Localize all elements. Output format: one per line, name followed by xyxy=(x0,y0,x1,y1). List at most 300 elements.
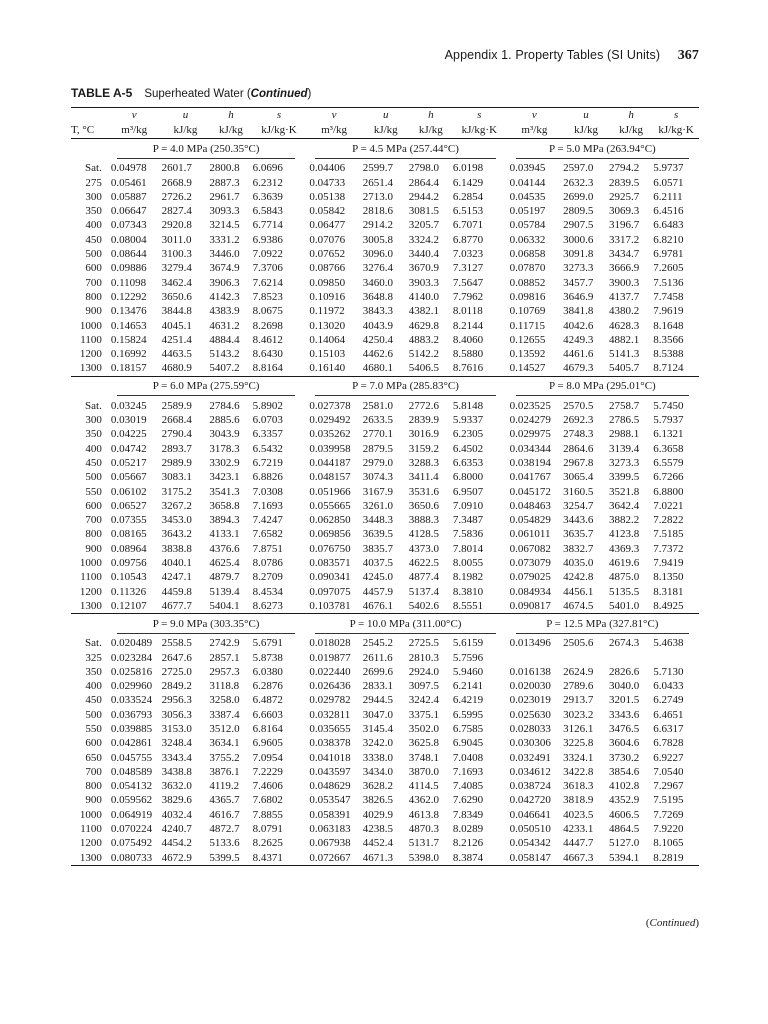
property-value-cell: 3016.9 xyxy=(408,428,439,441)
property-value-cell: 0.08852 xyxy=(509,276,546,289)
property-value-cell: 4619.6 xyxy=(609,557,640,570)
property-value-cell: 0.09756 xyxy=(110,557,147,570)
property-value-cell: 8.5388 xyxy=(653,348,684,361)
property-value-cell: 0.06647 xyxy=(110,205,147,218)
property-value-cell: 0.06102 xyxy=(110,485,147,498)
table-row xyxy=(71,456,699,470)
property-value-cell: 4463.5 xyxy=(161,348,192,361)
property-value-cell: 6.6353 xyxy=(452,456,484,469)
property-value-cell: 3650.6 xyxy=(161,290,192,303)
pressure-title-row xyxy=(71,614,699,637)
property-value-cell: 3422.8 xyxy=(563,765,594,778)
property-value-cell: 8.1648 xyxy=(653,319,684,332)
property-value-cell: 7.2605 xyxy=(653,262,684,275)
pressure-heading: P = 7.0 MPa (285.83°C) xyxy=(315,379,495,396)
property-value-cell: 0.039958 xyxy=(309,442,351,455)
col-symbol-v: v xyxy=(531,109,537,121)
property-value-cell: 5133.6 xyxy=(209,837,240,850)
property-value-cell: 0.11098 xyxy=(110,276,147,289)
property-value-cell: 3462.4 xyxy=(161,276,192,289)
property-value-cell: 3635.7 xyxy=(563,528,594,541)
property-value-cell: 0.05461 xyxy=(110,176,147,189)
property-value-cell: 2885.6 xyxy=(209,414,240,427)
property-value-cell: 0.05667 xyxy=(110,471,147,484)
property-value-cell: 4233.1 xyxy=(563,823,594,836)
property-value-cell: 4369.3 xyxy=(609,542,640,555)
property-value-cell: 2989.9 xyxy=(161,456,192,469)
property-value-cell: 8.0786 xyxy=(252,557,283,570)
property-value-cell: 0.075492 xyxy=(110,837,153,850)
temperature-cell: 500 xyxy=(85,248,102,261)
property-value-cell: 2800.8 xyxy=(209,162,240,175)
table-row xyxy=(71,319,699,333)
property-value-cell: 0.067082 xyxy=(509,542,551,555)
property-value-cell: 3448.3 xyxy=(362,514,394,527)
property-value-cell: 2944.5 xyxy=(362,694,394,707)
property-value-cell: 7.4085 xyxy=(452,780,484,793)
property-value-cell: 0.04406 xyxy=(309,162,346,175)
property-value-cell: 2742.9 xyxy=(209,637,240,650)
property-value-cell: 6.6603 xyxy=(252,708,283,721)
temperature-cell: 275 xyxy=(85,176,102,189)
property-value-cell: 0.04535 xyxy=(509,190,546,203)
property-value-cell: 4882.1 xyxy=(609,333,640,346)
property-value-cell: 0.045172 xyxy=(509,485,551,498)
pressure-heading: P = 9.0 MPa (303.35°C) xyxy=(117,617,296,634)
property-value-cell: 3521.8 xyxy=(609,485,640,498)
pressure-heading: P = 5.0 MPa (263.94°C) xyxy=(516,142,689,159)
property-value-cell: 0.026436 xyxy=(309,680,351,693)
property-value-cell: 6.9781 xyxy=(653,248,684,261)
property-value-cell: 2849.2 xyxy=(161,680,192,693)
property-value-cell: 8.3566 xyxy=(653,333,684,346)
col-unit: kJ/kg xyxy=(418,124,443,137)
property-value-cell: 4622.5 xyxy=(408,557,439,570)
property-value-cell: 6.0380 xyxy=(252,665,283,678)
property-value-cell: 4671.3 xyxy=(363,851,409,866)
continued-text: Continued xyxy=(649,917,696,929)
property-value-cell: 6.0571 xyxy=(653,176,684,189)
property-value-cell: 3411.4 xyxy=(408,471,439,484)
property-value-cell: 2748.3 xyxy=(563,428,594,441)
table-row xyxy=(71,304,699,318)
col-symbol-s: s xyxy=(477,109,482,121)
property-value-cell: 0.12292 xyxy=(110,290,147,303)
property-value-cell: 8.0118 xyxy=(452,305,483,318)
property-value-cell: 2725.5 xyxy=(408,637,439,650)
property-value-cell: 4102.8 xyxy=(609,780,640,793)
property-value-cell: 0.097075 xyxy=(309,585,351,598)
property-value-cell: 8.3874 xyxy=(453,851,506,866)
property-value-cell: 7.5136 xyxy=(653,276,684,289)
property-value-cell: 0.023019 xyxy=(509,694,551,707)
property-value-cell: 7.5836 xyxy=(452,528,484,541)
property-value-cell: 4872.7 xyxy=(209,823,240,836)
property-value-cell: 3093.3 xyxy=(209,205,240,218)
property-value-cell: 3625.8 xyxy=(408,737,439,750)
property-value-cell: 3375.1 xyxy=(408,708,439,721)
property-value-cell: 0.090341 xyxy=(309,571,351,584)
property-value-cell: 2545.2 xyxy=(362,637,394,650)
property-value-cell: 3074.3 xyxy=(362,471,394,484)
property-value-cell: 0.08766 xyxy=(309,262,346,275)
property-value-cell: 0.029975 xyxy=(509,428,551,441)
property-value-cell: 0.041018 xyxy=(309,751,351,764)
property-value-cell: 3841.8 xyxy=(563,305,594,318)
property-value-cell: 0.18157 xyxy=(107,361,162,376)
property-value-cell: 6.9386 xyxy=(252,233,283,246)
property-value-cell: 0.11972 xyxy=(309,305,345,318)
property-value-cell: 6.8000 xyxy=(452,471,484,484)
property-value-cell: 3205.7 xyxy=(408,219,439,232)
property-value-cell: 0.14527 xyxy=(506,361,563,376)
property-value-cell: 3324.2 xyxy=(408,233,439,246)
temperature-cell: 1200 xyxy=(79,837,102,850)
temperature-cell: 350 xyxy=(85,205,102,218)
property-value-cell: 3666.9 xyxy=(609,262,640,275)
property-value-cell: 2570.5 xyxy=(563,399,594,412)
property-value-cell: 7.6582 xyxy=(252,528,283,541)
table-row xyxy=(71,808,699,822)
property-value-cell: 0.05887 xyxy=(110,190,147,203)
property-value-cell: 3512.0 xyxy=(209,722,240,735)
property-value-cell: 6.2111 xyxy=(653,190,683,203)
property-value-cell: 3829.6 xyxy=(161,794,192,807)
property-value-cell: 4606.5 xyxy=(609,808,640,821)
property-value-cell: 0.016138 xyxy=(509,665,551,678)
property-value-cell: 0.06332 xyxy=(509,233,546,246)
property-value-cell: 2893.7 xyxy=(161,442,192,455)
column-header xyxy=(71,108,699,139)
property-value-cell: 2725.0 xyxy=(161,665,192,678)
temperature-cell: 300 xyxy=(85,190,102,203)
property-value-cell: 3643.2 xyxy=(161,528,192,541)
property-value-cell: 4249.3 xyxy=(563,333,594,346)
temperature-cell: 400 xyxy=(85,680,102,693)
property-value-cell: 2839.9 xyxy=(408,414,439,427)
property-value-cell: 0.020489 xyxy=(110,637,153,650)
property-value-cell xyxy=(506,651,563,665)
property-value-cell: 2624.9 xyxy=(563,665,594,678)
property-value-cell: 2864.6 xyxy=(563,442,594,455)
property-value-cell: 4380.2 xyxy=(609,305,640,318)
property-value-cell: 8.1982 xyxy=(452,571,484,584)
property-value-cell: 8.7124 xyxy=(653,361,699,376)
property-value-cell: 6.8164 xyxy=(252,722,283,735)
temperature-cell: 450 xyxy=(85,233,102,246)
col-symbol-v: v xyxy=(131,109,137,121)
property-value-cell: 4250.4 xyxy=(362,333,394,346)
property-value-cell: 2558.5 xyxy=(161,637,192,650)
table-row xyxy=(71,361,699,376)
property-value-cell: 4382.1 xyxy=(408,305,439,318)
property-value-cell: 0.038194 xyxy=(509,456,551,469)
property-value-cell: 2786.5 xyxy=(609,414,640,427)
property-value-cell: 3267.2 xyxy=(161,499,192,512)
property-value-cell: 3399.5 xyxy=(609,471,640,484)
property-value-cell: 0.058391 xyxy=(309,808,351,821)
property-value-cell: 3258.0 xyxy=(209,694,240,707)
property-value-cell: 6.4502 xyxy=(452,442,484,455)
property-value-cell: 3843.3 xyxy=(362,305,394,318)
property-value-cell: 2692.3 xyxy=(563,414,594,427)
property-value-cell: 7.4247 xyxy=(252,514,283,527)
property-value-cell: 8.1065 xyxy=(653,837,684,850)
property-value-cell: 6.5579 xyxy=(653,456,684,469)
property-value-cell: 3453.0 xyxy=(161,514,192,527)
property-value-cell: 6.9507 xyxy=(452,485,484,498)
property-value-cell: 8.5880 xyxy=(452,348,484,361)
property-value-cell: 0.050510 xyxy=(509,823,551,836)
property-value-cell: 0.035655 xyxy=(309,722,351,735)
table-row xyxy=(71,427,699,441)
property-value-cell: 0.042720 xyxy=(509,794,551,807)
property-value-cell: 2589.9 xyxy=(161,399,192,412)
property-value-cell: 3126.1 xyxy=(563,722,594,735)
property-value-cell: 0.048463 xyxy=(509,499,551,512)
table-row xyxy=(71,636,699,650)
property-value-cell: 4242.8 xyxy=(563,571,594,584)
property-value-cell: 4245.0 xyxy=(362,571,394,584)
temperature-cell: 400 xyxy=(85,442,102,455)
property-value-cell: 0.14653 xyxy=(110,319,147,332)
property-value-cell: 0.076750 xyxy=(309,542,351,555)
temperature-cell: 550 xyxy=(85,722,102,735)
property-value-cell: 4613.8 xyxy=(408,808,439,821)
property-value-cell: 3628.2 xyxy=(362,780,394,793)
property-value-cell: 4247.1 xyxy=(161,571,192,584)
temperature-cell: 400 xyxy=(85,219,102,232)
property-value-cell: 2826.6 xyxy=(609,665,640,678)
property-value-cell: 0.067938 xyxy=(309,837,351,850)
property-value-cell: 0.033524 xyxy=(110,694,153,707)
property-value-cell: 3440.4 xyxy=(408,248,439,261)
property-value-cell: 0.04144 xyxy=(509,176,546,189)
property-value-cell: 4462.6 xyxy=(362,348,394,361)
property-value-cell: 3618.3 xyxy=(563,780,594,793)
property-value-cell: 6.8770 xyxy=(452,233,484,246)
property-value-cell: 4629.8 xyxy=(408,319,439,332)
property-value-cell: 4616.7 xyxy=(209,808,240,821)
property-value-cell: 8.2698 xyxy=(252,319,283,332)
property-value-cell: 0.06858 xyxy=(509,248,546,261)
property-value-cell: 2944.2 xyxy=(408,190,439,203)
property-value-cell: 4676.1 xyxy=(363,599,409,614)
property-value-cell: 4035.0 xyxy=(563,557,594,570)
property-value-cell: 0.038724 xyxy=(509,780,551,793)
property-value-cell: 2798.0 xyxy=(408,162,439,175)
temperature-cell: 300 xyxy=(85,414,102,427)
table-row xyxy=(71,233,699,247)
property-value-cell: 8.4371 xyxy=(253,851,306,866)
property-value-cell: 6.9605 xyxy=(252,737,283,750)
property-value-cell: 2925.7 xyxy=(609,190,640,203)
temperature-cell: 500 xyxy=(85,471,102,484)
temperature-cell: 1200 xyxy=(79,348,102,361)
property-value-cell: 4251.4 xyxy=(161,333,192,346)
property-value-cell: 0.018028 xyxy=(309,637,351,650)
table-row xyxy=(71,527,699,541)
property-value-cell: 8.7616 xyxy=(453,361,506,376)
property-value-cell: 8.4925 xyxy=(653,599,699,614)
property-value-cell: 6.2749 xyxy=(653,694,684,707)
temperature-cell: 700 xyxy=(85,765,102,778)
property-value-cell: 7.8349 xyxy=(452,808,484,821)
col-unit: kJ/kg xyxy=(219,124,243,137)
property-value-cell: 2920.8 xyxy=(161,219,192,232)
property-value-cell: 0.07870 xyxy=(509,262,546,275)
property-value-cell: 0.025816 xyxy=(110,665,153,678)
property-value-cell: 0.041767 xyxy=(509,471,551,484)
property-value-cell: 2633.5 xyxy=(362,414,394,427)
property-value-cell: 4140.0 xyxy=(408,290,439,303)
property-value-cell: 5398.0 xyxy=(409,851,453,866)
table-row xyxy=(71,499,699,513)
property-value-cell: 0.046641 xyxy=(509,808,551,821)
property-value-cell: 4123.8 xyxy=(609,528,640,541)
property-value-cell: 0.13592 xyxy=(509,348,546,361)
property-value-cell: 0.07343 xyxy=(110,219,147,232)
property-value-cell: 0.036793 xyxy=(110,708,153,721)
property-value-cell: 4029.9 xyxy=(362,808,394,821)
table-row xyxy=(71,204,699,218)
property-value-cell: 6.5843 xyxy=(252,205,283,218)
property-value-cell: 8.0055 xyxy=(452,557,484,570)
property-value-cell: 4383.9 xyxy=(209,305,240,318)
property-value-cell: 0.054132 xyxy=(110,780,153,793)
property-value-cell: 3854.6 xyxy=(609,765,640,778)
property-value-cell: 7.2822 xyxy=(653,514,684,527)
property-value-cell: 0.023525 xyxy=(509,399,551,412)
property-value-cell: 8.0675 xyxy=(252,305,283,318)
property-value-cell: 0.08165 xyxy=(110,528,147,541)
property-value-cell: 4631.2 xyxy=(209,319,240,332)
property-value-cell: 6.0433 xyxy=(653,680,684,693)
property-value-cell: 0.10916 xyxy=(309,290,346,303)
property-value-cell: 4040.1 xyxy=(161,557,192,570)
property-value-cell: 2839.5 xyxy=(609,176,640,189)
table-row xyxy=(71,161,699,175)
table-row xyxy=(71,542,699,556)
col-unit: kJ/kg·K xyxy=(461,124,498,137)
property-value-cell: 3343.4 xyxy=(161,751,192,764)
property-value-cell: 6.0198 xyxy=(452,162,484,175)
property-value-cell: 0.16992 xyxy=(110,348,147,361)
temperature-cell: 600 xyxy=(85,737,102,750)
property-value-cell: 3261.0 xyxy=(362,499,394,512)
pressure-heading: P = 10.0 MPa (311.00°C) xyxy=(315,617,495,634)
property-value-cell: 5137.4 xyxy=(408,585,439,598)
property-value-cell: 2988.1 xyxy=(609,428,640,441)
property-value-cell: 2674.3 xyxy=(609,637,640,650)
property-value-cell: 0.03019 xyxy=(110,414,147,427)
property-value-cell: 0.080733 xyxy=(107,851,162,866)
table-title-text: Superheated Water ( xyxy=(144,88,251,100)
property-value-cell: 2833.1 xyxy=(362,680,394,693)
col-unit: kJ/kg xyxy=(373,124,398,137)
property-value-cell: 7.0323 xyxy=(452,248,484,261)
pressure-title-row xyxy=(71,139,699,162)
property-value-cell: 7.9220 xyxy=(653,823,684,836)
property-value-cell: 2668.4 xyxy=(161,414,192,427)
property-value-cell: 6.2876 xyxy=(252,680,283,693)
property-value-cell: 3091.8 xyxy=(563,248,594,261)
property-value-cell: 2810.3 xyxy=(408,651,439,664)
property-value-cell: 0.054829 xyxy=(509,514,551,527)
property-value-cell: 3145.4 xyxy=(362,722,394,735)
table-title xyxy=(144,88,311,100)
property-value-cell: 4625.4 xyxy=(209,557,240,570)
property-value-cell: 8.3810 xyxy=(452,585,484,598)
property-value-cell: 3331.2 xyxy=(209,233,240,246)
pressure-heading: P = 12.5 MPa (327.81°C) xyxy=(516,617,689,634)
property-value-cell: 4365.7 xyxy=(209,794,240,807)
property-value-cell: 3100.3 xyxy=(161,248,192,261)
property-value-cell: 3755.2 xyxy=(209,751,240,764)
property-value-cell: 5143.2 xyxy=(209,348,240,361)
property-value-cell: 6.6483 xyxy=(653,219,684,232)
property-value-cell: 6.5153 xyxy=(452,205,484,218)
property-value-cell: 0.079025 xyxy=(509,571,551,584)
property-value-cell: 0.05842 xyxy=(309,205,346,218)
col-symbol-u: u xyxy=(383,109,389,121)
property-value-cell: 3650.6 xyxy=(408,499,439,512)
property-value-cell: 3225.8 xyxy=(563,737,594,750)
property-value-cell: 0.090817 xyxy=(506,599,563,614)
col-unit: kJ/kg xyxy=(619,124,644,137)
temperature-cell: 800 xyxy=(85,528,102,541)
property-value-cell: 2957.3 xyxy=(209,665,240,678)
property-value-cell: 4447.7 xyxy=(563,837,594,850)
property-value-cell: 6.3658 xyxy=(653,442,684,455)
property-value-cell: 8.8164 xyxy=(253,361,306,376)
property-value-cell: 0.035262 xyxy=(309,428,351,441)
property-value-cell: 8.1350 xyxy=(653,571,684,584)
table-row xyxy=(71,399,699,413)
property-value-cell: 3423.1 xyxy=(209,471,240,484)
property-value-cell: 0.069856 xyxy=(309,528,351,541)
property-value-cell: 0.07355 xyxy=(110,514,147,527)
property-value-cell: 5.6791 xyxy=(252,637,283,650)
temperature-cell: 1000 xyxy=(79,808,102,821)
property-value-cell: 0.04978 xyxy=(110,162,147,175)
property-value-cell: 4023.5 xyxy=(563,808,594,821)
property-value-cell: 2857.1 xyxy=(209,651,240,664)
property-value-cell: 2699.6 xyxy=(362,665,394,678)
property-value-cell: 4879.7 xyxy=(209,571,240,584)
property-value-cell: 6.8826 xyxy=(252,471,283,484)
property-value-cell: 0.083571 xyxy=(309,557,351,570)
property-value-cell xyxy=(563,651,609,665)
property-value-cell: 4456.1 xyxy=(563,585,594,598)
property-value-cell: 0.04225 xyxy=(110,428,147,441)
property-value-cell: 5.9737 xyxy=(653,162,684,175)
property-value-cell: 0.054342 xyxy=(509,837,551,850)
property-value-cell: 3043.9 xyxy=(209,428,240,441)
property-value-cell: 2827.4 xyxy=(161,205,192,218)
property-value-cell: 0.063183 xyxy=(309,823,351,836)
property-value-cell: 3870.0 xyxy=(408,765,439,778)
temperature-cell: 1000 xyxy=(79,319,102,332)
property-value-cell: 0.07076 xyxy=(309,233,346,246)
table-row xyxy=(71,442,699,456)
property-value-cell: 0.08964 xyxy=(110,542,147,555)
property-value-cell: 0.11715 xyxy=(509,319,546,332)
table-row xyxy=(71,599,699,614)
property-value-cell: 3835.7 xyxy=(362,542,394,555)
property-value-cell: 5399.5 xyxy=(209,851,252,866)
property-value-cell: 3646.9 xyxy=(563,290,594,303)
